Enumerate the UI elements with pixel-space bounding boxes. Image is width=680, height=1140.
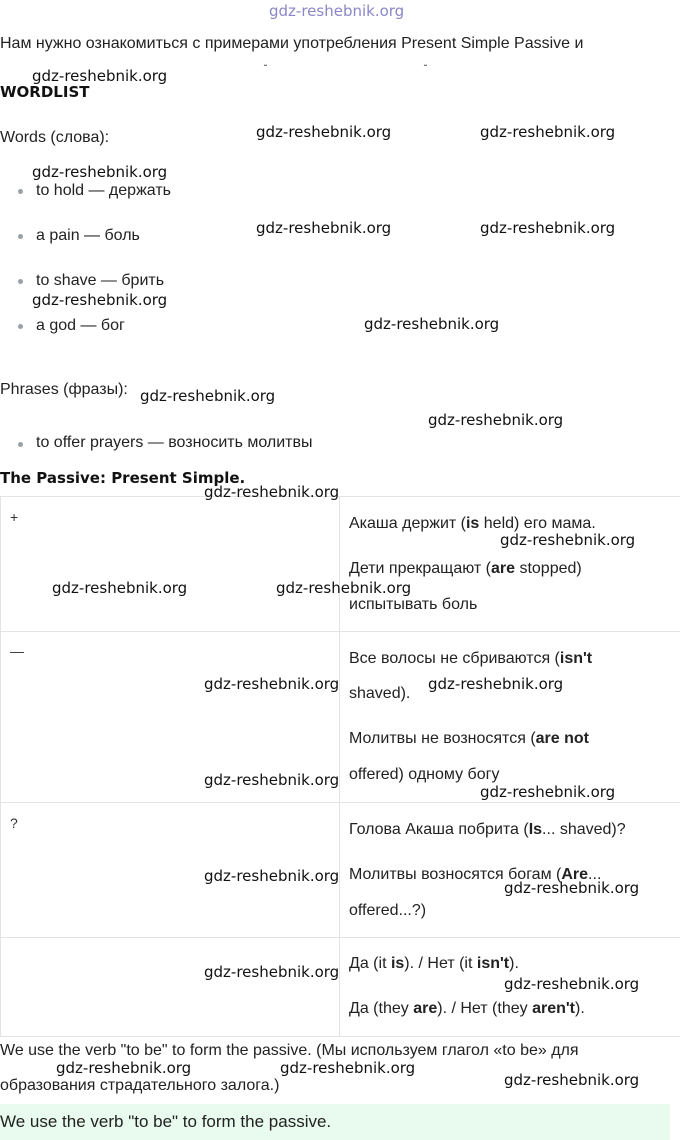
sign-cell	[1, 497, 340, 632]
watermark: gdz-reshebnik.org	[140, 387, 276, 405]
bullet-icon	[18, 442, 23, 447]
watermark: gdz-reshebnik.org	[504, 975, 640, 993]
decor-tick: ˘	[264, 64, 268, 75]
wordlist-heading: WORDLIST	[0, 83, 90, 101]
example-cell	[340, 632, 680, 803]
example-line: Молитвы возносятся богам (Are...	[349, 866, 602, 883]
example-line: Дети прекращают (are stopped)	[349, 560, 582, 577]
list-item: a god — бог	[36, 317, 125, 334]
watermark: gdz-reshebnik.org	[364, 315, 500, 333]
watermark: gdz-reshebnik.org	[428, 411, 564, 429]
bullet-icon	[18, 189, 23, 194]
watermark: gdz-reshebnik.org	[256, 219, 392, 237]
example-cell	[340, 497, 680, 632]
example-line: offered) одному богу	[349, 766, 500, 783]
watermark: gdz-reshebnik.org	[204, 963, 340, 981]
watermark: gdz-reshebnik.org	[280, 1059, 416, 1077]
watermark: gdz-reshebnik.org	[504, 1071, 640, 1089]
example-line: Да (they are). / Нет (they aren't).	[349, 1000, 585, 1017]
example-line: Акаша держит (is held) его мама.	[349, 515, 596, 532]
section-title: The Passive: Present Simple.	[0, 469, 246, 487]
watermark: gdz-reshebnik.org	[204, 771, 340, 789]
example-line: Голова Акаша побрита (Is... shaved)?	[349, 821, 626, 838]
watermark: gdz-reshebnik.org	[32, 291, 168, 309]
example-line: shaved).	[349, 685, 411, 702]
bullet-icon	[18, 324, 23, 329]
table-row	[1, 632, 680, 803]
bullet-icon	[18, 234, 23, 239]
table-row	[1, 497, 680, 632]
watermark: gdz-reshebnik.org	[428, 675, 564, 693]
example-line: испытывать боль	[349, 596, 478, 613]
example-line: Молитвы не возносятся (are not	[349, 730, 589, 747]
example-line: Все волосы не сбриваются (isn't	[349, 650, 593, 667]
conclusion-line: We use the verb "to be" to form the passive. (Мы используем глагол «to be» для	[0, 1042, 579, 1059]
watermark: gdz-reshebnik.org	[500, 531, 636, 549]
phrases-label: Phrases (фразы):	[0, 381, 128, 398]
example-line: Да (it is). / Нет (it isn't).	[349, 955, 519, 972]
sign-cell	[1, 938, 340, 1037]
watermark: gdz-reshebnik.org	[504, 879, 640, 897]
watermark: gdz-reshebnik.org	[204, 867, 340, 885]
example-line: offered...?)	[349, 902, 427, 919]
watermark: gdz-reshebnik.org	[480, 123, 616, 141]
watermark: gdz-reshebnik.org	[276, 579, 412, 597]
watermark: gdz-reshebnik.org	[32, 163, 168, 181]
intro-text: Нам нужно ознакомиться с примерами употребления Present Simple Passive и	[0, 35, 584, 52]
sign-minus: —	[10, 643, 24, 659]
conclusion-line: образования страдательного залога.)	[0, 1077, 280, 1094]
example-cell	[340, 803, 680, 938]
watermark: gdz-reshebnik.org	[52, 579, 188, 597]
watermark: gdz-reshebnik.org	[204, 483, 340, 501]
watermark: gdz-reshebnik.org	[204, 675, 340, 693]
answer-text: We use the verb "to be" to form the passive.	[0, 1112, 332, 1131]
bullet-icon	[18, 279, 23, 284]
list-item: a pain — боль	[36, 227, 140, 244]
watermark: gdz-reshebnik.org	[256, 123, 392, 141]
watermark-top: gdz-reshebnik.org	[269, 2, 405, 20]
watermark: gdz-reshebnik.org	[480, 783, 616, 801]
sign-plus: +	[10, 509, 19, 525]
passive-table	[0, 496, 680, 1037]
watermark: gdz-reshebnik.org	[56, 1059, 192, 1077]
watermark: gdz-reshebnik.org	[480, 219, 616, 237]
watermark: gdz-reshebnik.org	[32, 67, 168, 85]
sign-question: ?	[10, 815, 18, 831]
table-row	[1, 803, 680, 938]
list-item: to shave — брить	[36, 272, 165, 289]
list-item: to offer prayers — возносить молитвы	[36, 434, 313, 451]
words-label: Words (слова):	[0, 129, 110, 146]
list-item: to hold — держать	[36, 182, 171, 199]
decor-tick: ˘	[424, 64, 428, 75]
